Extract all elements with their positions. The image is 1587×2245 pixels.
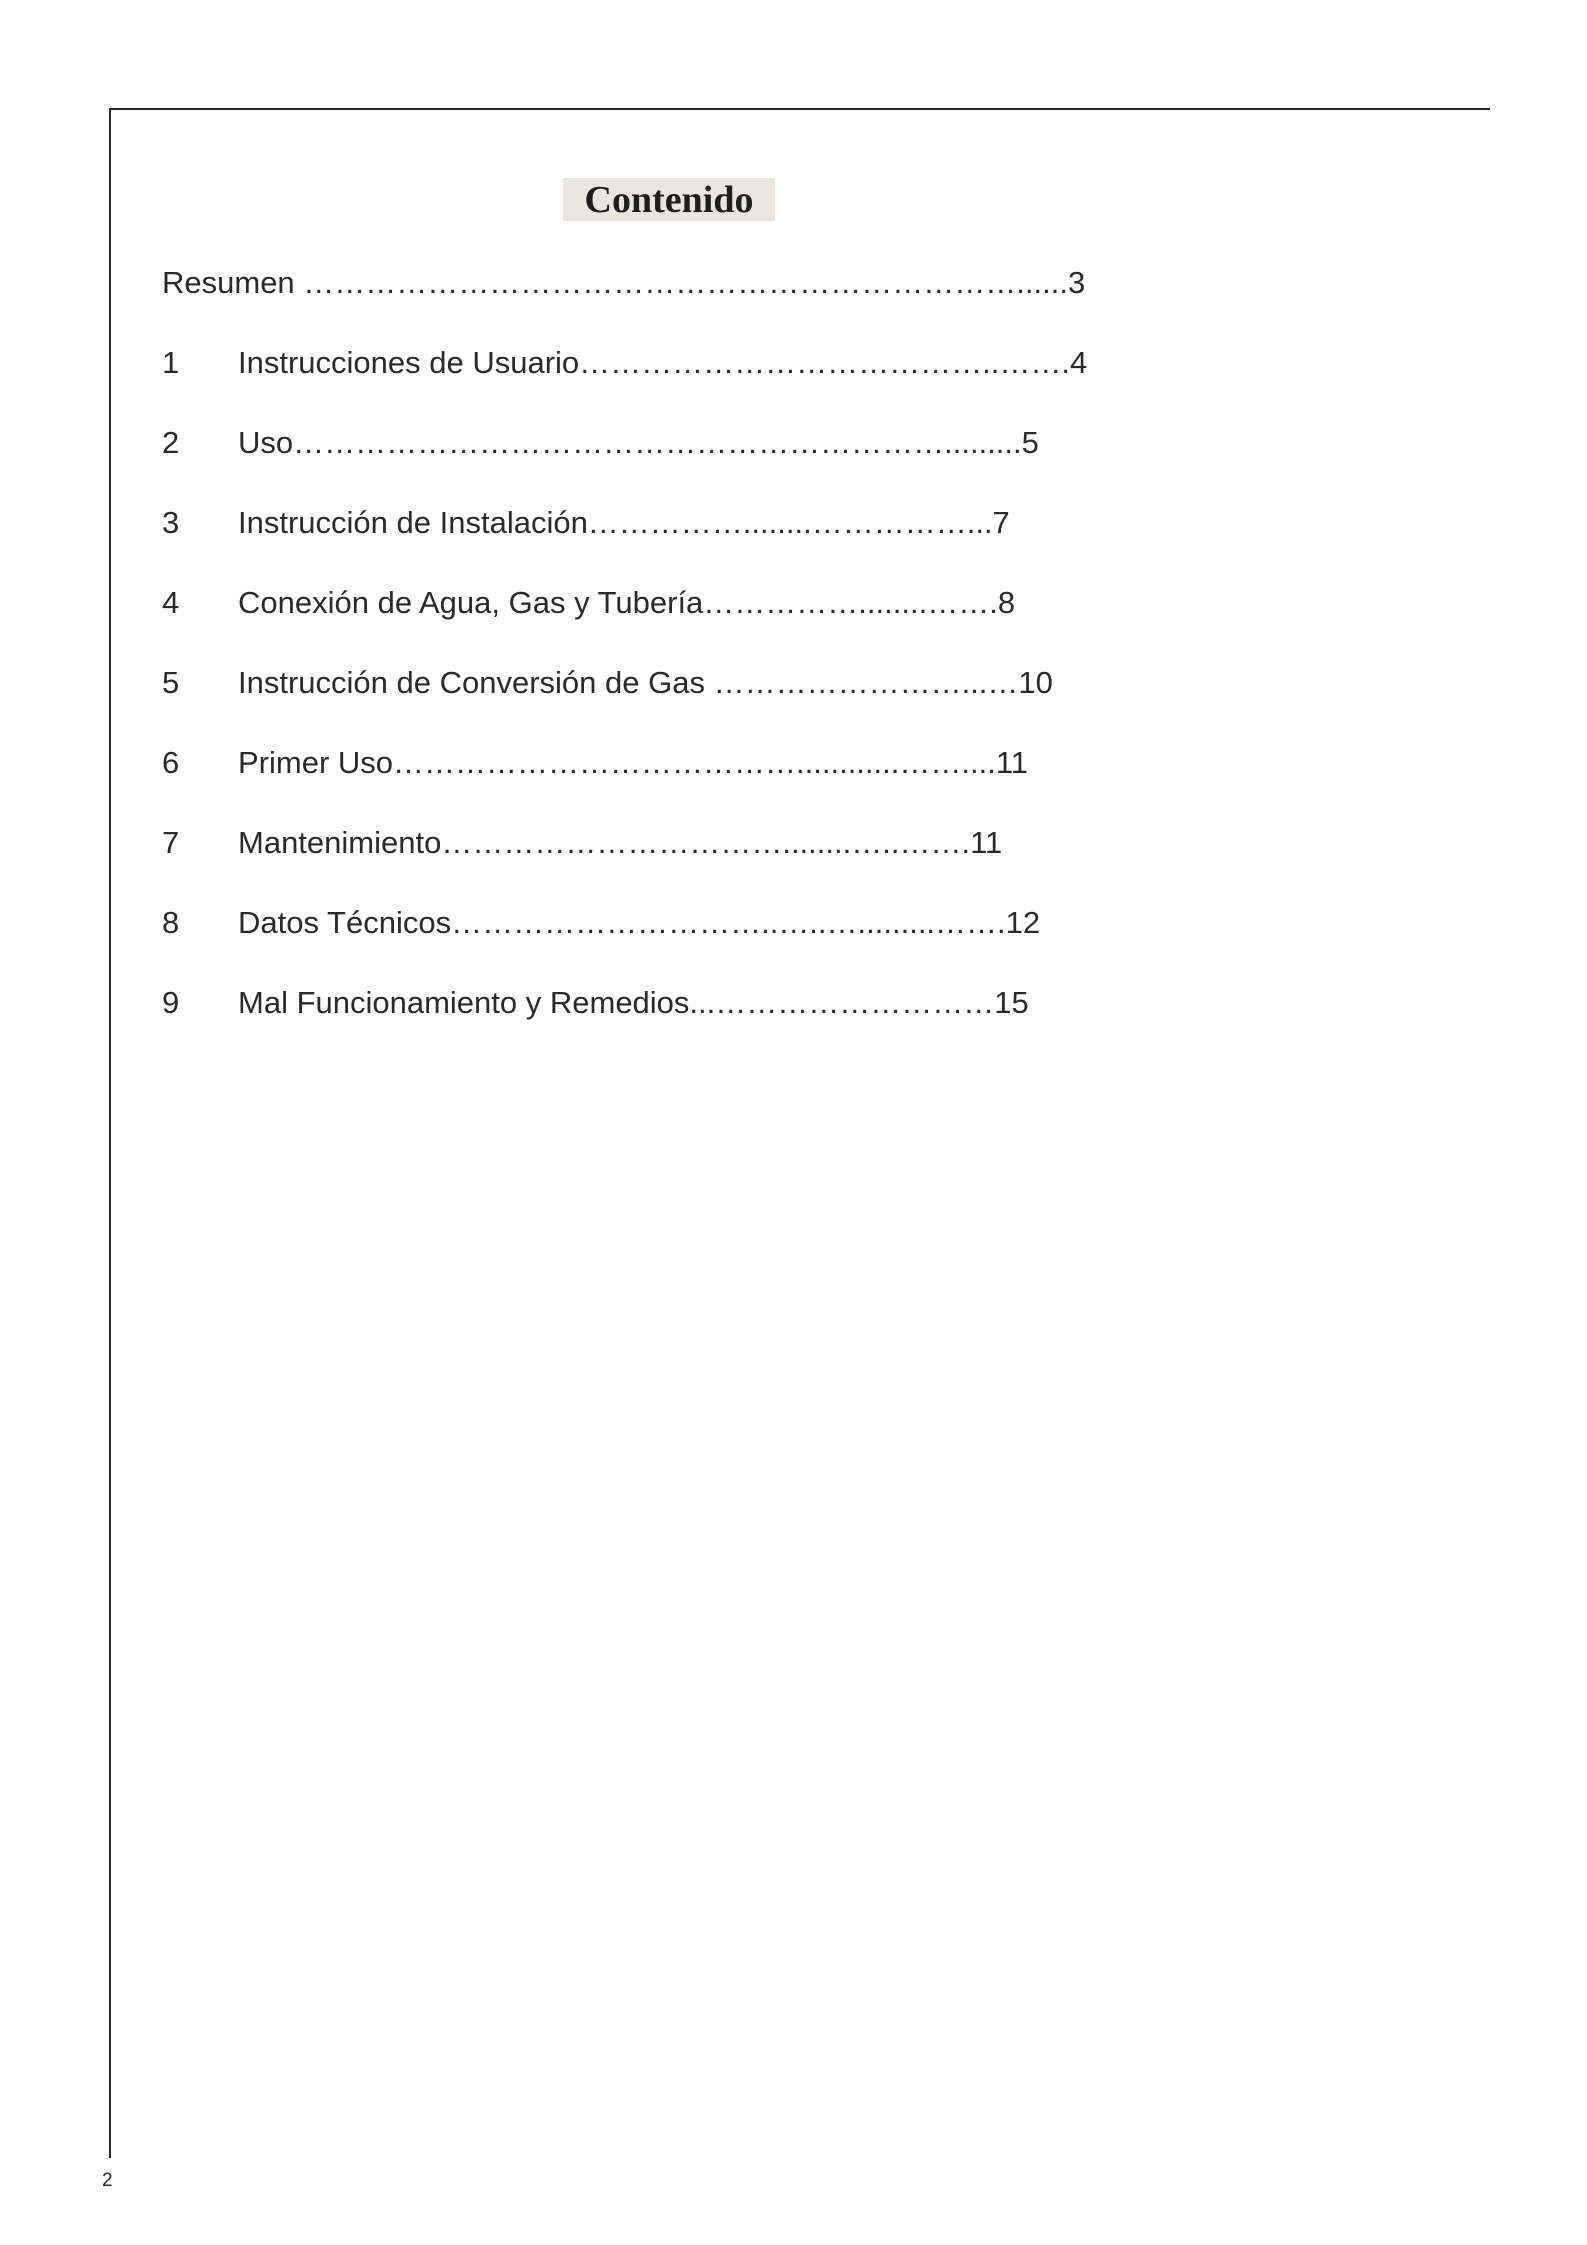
toc-item-text: Uso……………………………………………………….........5 <box>238 425 1039 460</box>
page-title: Contenido <box>584 178 754 221</box>
toc-item-text: Instrucción de Conversión de Gas ……………………...…10 <box>238 665 1053 700</box>
top-rule <box>109 108 1490 110</box>
toc-item-text: Instrucciones de Usuario…………………………………..…….4 <box>238 345 1088 380</box>
toc-row-summary[interactable] <box>162 263 1085 303</box>
toc-item-number: 2 <box>162 425 180 460</box>
toc-item-number: 8 <box>162 905 180 940</box>
toc-summary-text: Resumen ……………………………………………………………......3 <box>162 265 1086 300</box>
toc-item-text: Conexión de Agua, Gas y Tubería……………........…….8 <box>238 585 1016 620</box>
toc-item-text: Datos Técnicos…………………………..…..….........…….12 <box>238 905 1041 940</box>
left-rule <box>109 108 111 2158</box>
toc-item-text: Mantenimiento……………………………........…..…….11 <box>238 825 1003 860</box>
toc-item-text: Primer Uso…………………………………............……....11 <box>238 745 1029 780</box>
toc-item-text: Instrucción de Instalación……………........……………...7 <box>238 505 1010 540</box>
page-number: 2 <box>102 2170 113 2191</box>
title-box <box>563 178 775 221</box>
toc-item-number: 5 <box>162 665 180 700</box>
toc-item-number: 6 <box>162 745 180 780</box>
toc-item-number: 7 <box>162 825 180 860</box>
toc-item-text: Mal Funcionamiento y Remedios...………………………15 <box>238 985 1029 1020</box>
toc-item-number: 3 <box>162 505 180 540</box>
toc-item-number: 9 <box>162 985 180 1020</box>
toc-item-number: 1 <box>162 345 180 380</box>
toc-item-number: 4 <box>162 585 180 620</box>
